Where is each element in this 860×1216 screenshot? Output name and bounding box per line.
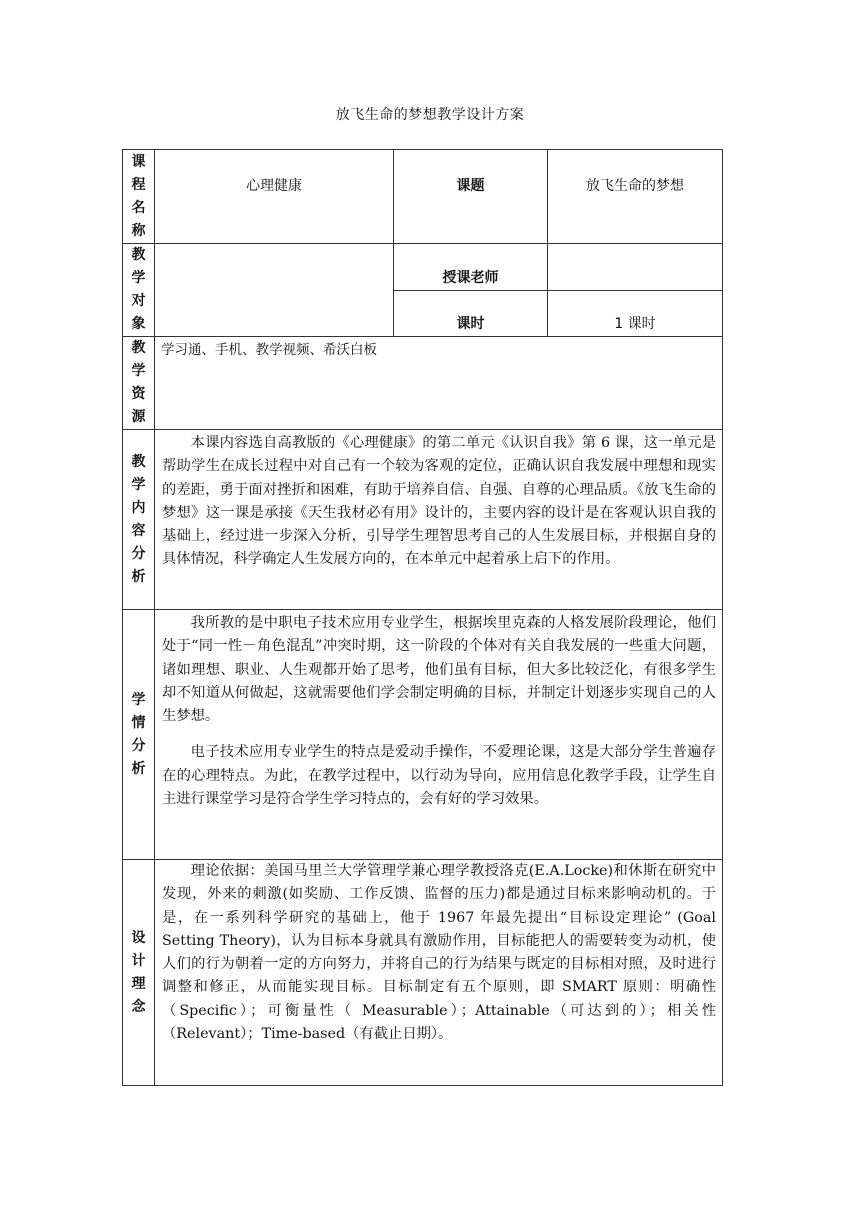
topic-value-cell (548, 150, 723, 244)
design-concept-paragraph: 理论依据：美国马里兰大学管理学兼心理学教授洛克(E.A.Locke)和休斯在研究中发现，外来的刺激(如奖励、工作反馈、监督的压力)都是通过目标来影响动机的。于是，在一系列科学研究的基础上，他于 1967 年最先提出“目标设定理论” (Goal Setting Theory)，认为目标本身就具有激励作用，目标能把人的需要转变为动机，使人们的行为朝着一定的方向努力，并将自己的行为结果与既定的目标相对照，及时进行调整和修正，从而能实现目标。目标制定有五个原则，即 SMART 原则：明确性（Specific）；可衡量性（ Measurable）；Attainable（可达到的）；相关性（Relevant）；Time-based（有截止日期）。 (162, 863, 716, 1043)
content-analysis-row (123, 430, 723, 610)
topic-label: 课题 (456, 178, 485, 194)
student-analysis-label: 学情分析 (131, 691, 146, 777)
teacher-label-cell (394, 244, 548, 291)
content-analysis-body-cell (155, 430, 723, 610)
content-analysis-body (155, 430, 722, 572)
document-title: 放飞生命的梦想教学设计方案 (335, 107, 525, 123)
student-analysis-body (155, 610, 722, 811)
topic-label-cell (394, 150, 548, 244)
target-value-cell (155, 244, 394, 337)
design-concept-label-cell (123, 860, 155, 1086)
student-analysis-body-cell (155, 610, 723, 860)
target-teacher-row (123, 244, 723, 291)
target-label: 教学对象 (131, 247, 146, 332)
student-analysis-paragraph-2: 电子技术应用专业学生的特点是爱动手操作，不爱理论课，这是大部分学生普遍存在的心理特点。为此，在教学过程中，以行动为导向，应用信息化教学手段，让学生自主进行课堂学习是符合学生学习特点的，会有好的学习效果。 (162, 744, 716, 808)
hours-label-cell (394, 290, 548, 337)
content-analysis-label-cell (123, 430, 155, 610)
student-analysis-label-cell (123, 610, 155, 860)
lesson-plan-table (122, 149, 723, 1086)
teacher-value-cell (548, 244, 723, 291)
resources-label: 教学资源 (131, 340, 146, 425)
course-name-value: 心理健康 (246, 178, 302, 194)
student-analysis-row (123, 610, 723, 860)
course-name-label: 课程名称 (131, 153, 146, 239)
resources-value-cell (155, 337, 723, 430)
course-name-value-cell (155, 150, 394, 244)
resources-label-cell (123, 337, 155, 430)
hours-label: 课时 (456, 316, 485, 332)
teacher-label: 授课老师 (442, 269, 499, 286)
resources-row (123, 337, 723, 430)
student-analysis-paragraph-1: 我所教的是中职电子技术应用专业学生，根据埃里克森的人格发展阶段理论，他们处于“同一性－角色混乱”冲突时期，这一阶段的个体对有关自我发展的一些重大问题，诸如理想、职业、人生观都开始了思考，他们虽有目标，但大多比较泛化，有很多学生却不知道从何做起，这就需要他们学会制定明确的目标，并制定计划逐步实现自己的人生梦想。 (162, 615, 716, 725)
content-analysis-paragraph: 本课内容选自高教版的《心理健康》的第二单元《认识自我》第 6 课，这一单元是帮助学生在成长过程中对自己有一个较为客观的定位，正确认识自我发展中理想和现实的差距，勇于面对挫折和困难，有助于培养自信、自强、自尊的心理品质。《放飞生命的梦想》这一课是承接《天生我材必有用》设计的，主要内容的设计是在客观认识自我的基础上，经过进一步深入分析，引导学生理智思考自己的人生发展目标，并根据自身的具体情况，科学确定人生发展方向的，在本单元中起着承上启下的作用。 (162, 435, 716, 568)
design-concept-row (123, 860, 723, 1086)
resources-value: 学习通、手机、教学视频、希沃白板 (161, 342, 377, 358)
course-name-label-cell (123, 150, 155, 244)
design-concept-body (155, 860, 722, 1046)
design-concept-body-cell (155, 860, 723, 1086)
target-label-cell (123, 244, 155, 337)
hours-value: 1 课时 (614, 316, 656, 332)
topic-value: 放飞生命的梦想 (586, 178, 684, 194)
content-analysis-label: 教学内容分析 (131, 453, 146, 585)
design-concept-label: 设计理念 (131, 929, 146, 1015)
hours-value-cell (548, 290, 723, 337)
course-name-row (123, 150, 723, 244)
